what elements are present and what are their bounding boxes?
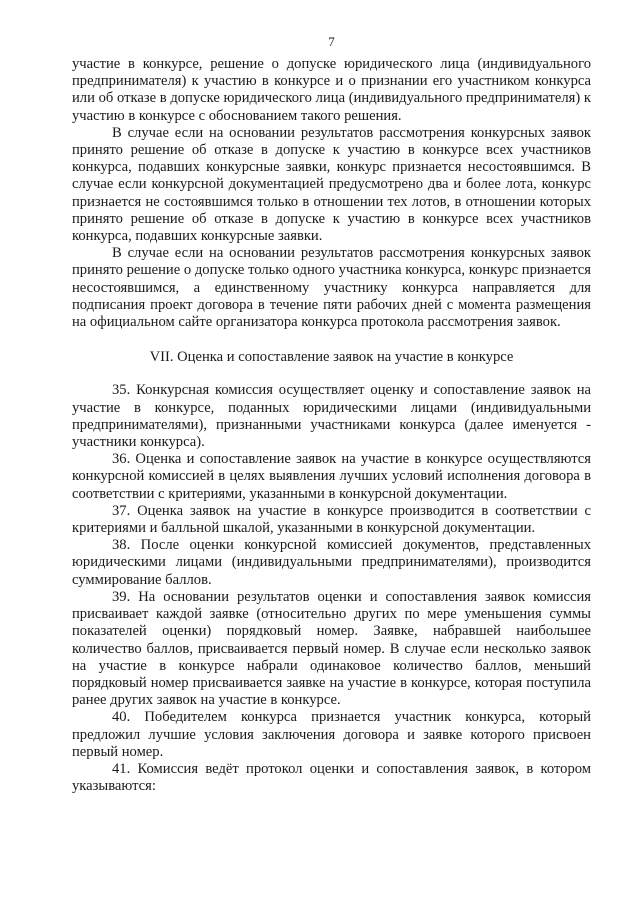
section-heading: VII. Оценка и сопоставление заявок на участие в конкурсе	[149, 349, 514, 366]
paragraph-continuation: участие в конкурсе, решение о допуске юридического лица (индивидуального предпринимателя) к участию в конкурсе и о признании его участником конкурса или об отказе в допуске юридического лица (индивидуального предпринимателя) к участию в конкурсе с обоснованием такого решения.	[72, 56, 591, 124]
paragraph-41: 41. Комиссия ведёт протокол оценки и сопоставления заявок, в котором указываются:	[72, 760, 591, 795]
document-page	[72, 34, 591, 795]
paragraph-38: 38. После оценки конкурсной комиссией документов, представленных юридическими лицами (индивидуальными предпринимателями), производится суммирование баллов.	[72, 537, 591, 588]
page-number: 7	[328, 34, 335, 49]
paragraph-39: 39. На основании результатов оценки и сопоставления заявок комиссия присваивает каждой заявке (относительно других по мере уменьшения суммы показателей оценки) порядковый номер. Заявке, набравшей наибольшее количество баллов, присваивается первый номер. В случае если несколько заявок на участие в конкурсе набрали одинаковое количество баллов, меньший порядковый номер присваивается заявке на участие в конкурсе, которая поступила ранее других заявок на участие в конкурсе.	[72, 588, 591, 709]
paragraph-single-participant: В случае если на основании результатов рассмотрения конкурсных заявок принято решение о допуске только одного участника конкурса, конкурс признается несостоявшимся, а единственному участнику конкурса направляется для подписания проект договора в течение пяти рабочих дней с момента размещения на официальном сайте организатора конкурса протокола рассмотрения заявок.	[72, 245, 591, 331]
paragraph-rejection-all: В случае если на основании результатов рассмотрения конкурсных заявок принято решение об отказе в допуске к участию в конкурсе всех участников конкурса, подавших конкурсные заявки, конкурс признается несостоявшимся. В случае если конкурсной документацией предусмотрено два и более лота, конкурс признается не состоявшимся только в отношении тех лотов, в отношении которых принято решение об отказе в допуске к участию в конкурсе всех участников конкурса, подавших конкурсные заявки.	[72, 124, 591, 245]
paragraph-40: 40. Победителем конкурса признается участник конкурса, который предложил лучшие условия заключения договора и заявке которого присвоен первый номер.	[72, 709, 591, 760]
paragraph-35: 35. Конкурсная комиссия осуществляет оценку и сопоставление заявок на участие в конкурсе, поданных юридическими лицами (индивидуальными предпринимателями), признанными участниками конкурса (далее именуется - участники конкурса).	[72, 382, 591, 451]
paragraph-37: 37. Оценка заявок на участие в конкурсе производится в соответствии с критериями и балльной шкалой, указанными в конкурсной документации.	[72, 502, 591, 537]
paragraph-36: 36. Оценка и сопоставление заявок на участие в конкурсе осуществляются конкурсной комиссией в целях выявления лучших условий исполнения договора в соответствии с критериями, указанными в конкурсной документации.	[72, 451, 591, 502]
